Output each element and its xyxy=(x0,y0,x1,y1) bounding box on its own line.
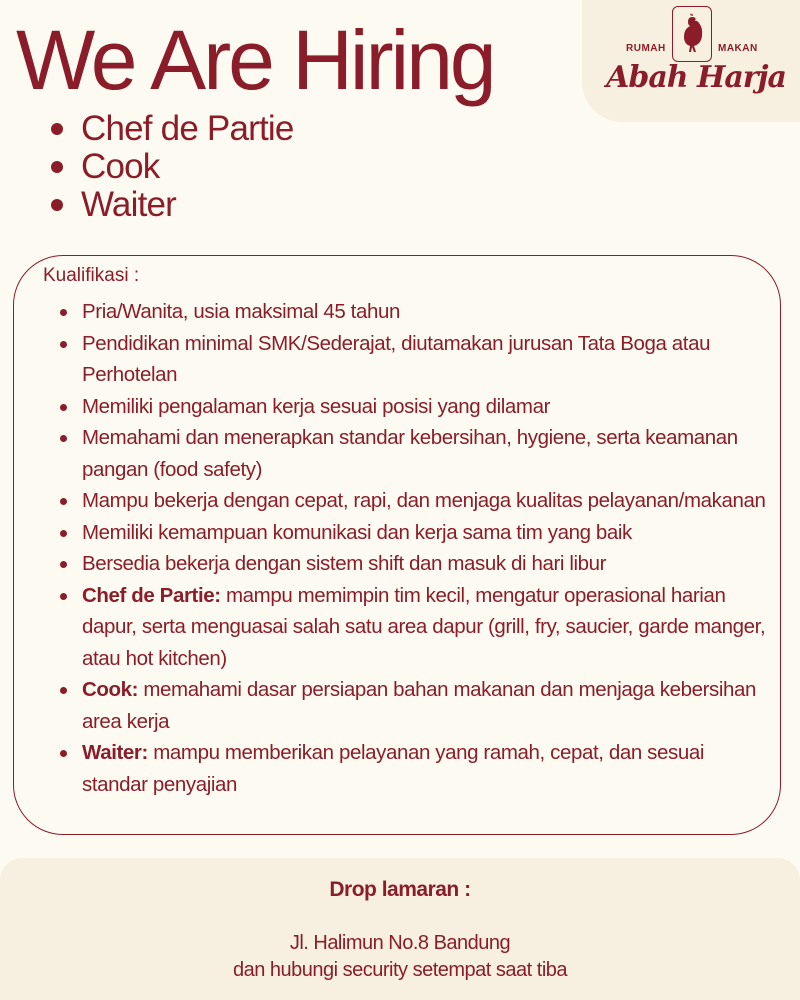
qualification-item: Memiliki pengalaman kerja sesuai posisi yang dilamar xyxy=(58,391,768,423)
bullet-icon xyxy=(51,199,63,211)
bullet-icon xyxy=(51,161,63,173)
footer-panel xyxy=(0,858,800,1000)
footer-address xyxy=(0,930,800,984)
restaurant-logo xyxy=(582,0,800,122)
address-line-1: Jl. Halimun No.8 Bandung xyxy=(289,932,511,954)
footer-title: Drop lamaran : xyxy=(329,878,471,901)
bullet-icon xyxy=(51,123,63,135)
qualification-item-waiter: Waiter: mampu memberikan pelayanan yang ramah, cepat, dan sesuai standar penyajian xyxy=(58,737,768,800)
page-title: We Are Hiring xyxy=(16,13,494,107)
position-item: Waiter xyxy=(46,186,294,224)
rooster-icon xyxy=(672,6,712,62)
qualification-item-cook: Cook: memahami dasar persiapan bahan makanan dan menjaga kebersihan area kerja xyxy=(58,674,768,737)
qualification-item-chef: Chef de Partie: mampu memimpin tim kecil, mengatur operasional harian dapur, serta menguasai salah satu area dapur (grill, fry, saucier, garde manger, atau hot kitchen) xyxy=(58,580,768,675)
logo-script-name: Abah Harja xyxy=(606,60,786,95)
position-item: Chef de Partie xyxy=(46,110,294,148)
address-line-2: dan hubungi security setempat saat tiba xyxy=(232,959,568,981)
logo-rumah-label: RUMAH xyxy=(626,43,666,54)
qualification-item: Mampu bekerja dengan cepat, rapi, dan menjaga kualitas pelayanan/makanan xyxy=(58,485,768,517)
qualification-item: Pendidikan minimal SMK/Sederajat, diutamakan jurusan Tata Boga atau Perhotelan xyxy=(58,328,768,391)
qualifications-list xyxy=(58,296,768,800)
qualification-item: Memahami dan menerapkan standar kebersihan, hygiene, serta keamanan pangan (food safety) xyxy=(58,422,768,485)
qualification-item: Pria/Wanita, usia maksimal 45 tahun xyxy=(58,296,768,328)
qualification-item: Memiliki kemampuan komunikasi dan kerja sama tim yang baik xyxy=(58,517,768,549)
qualifications-title: Kualifikasi : xyxy=(43,265,140,286)
position-item: Cook xyxy=(46,148,294,186)
positions-list xyxy=(46,110,294,224)
qualification-item: Bersedia bekerja dengan sistem shift dan masuk di hari libur xyxy=(58,548,768,580)
logo-makan-label: MAKAN xyxy=(718,43,758,54)
